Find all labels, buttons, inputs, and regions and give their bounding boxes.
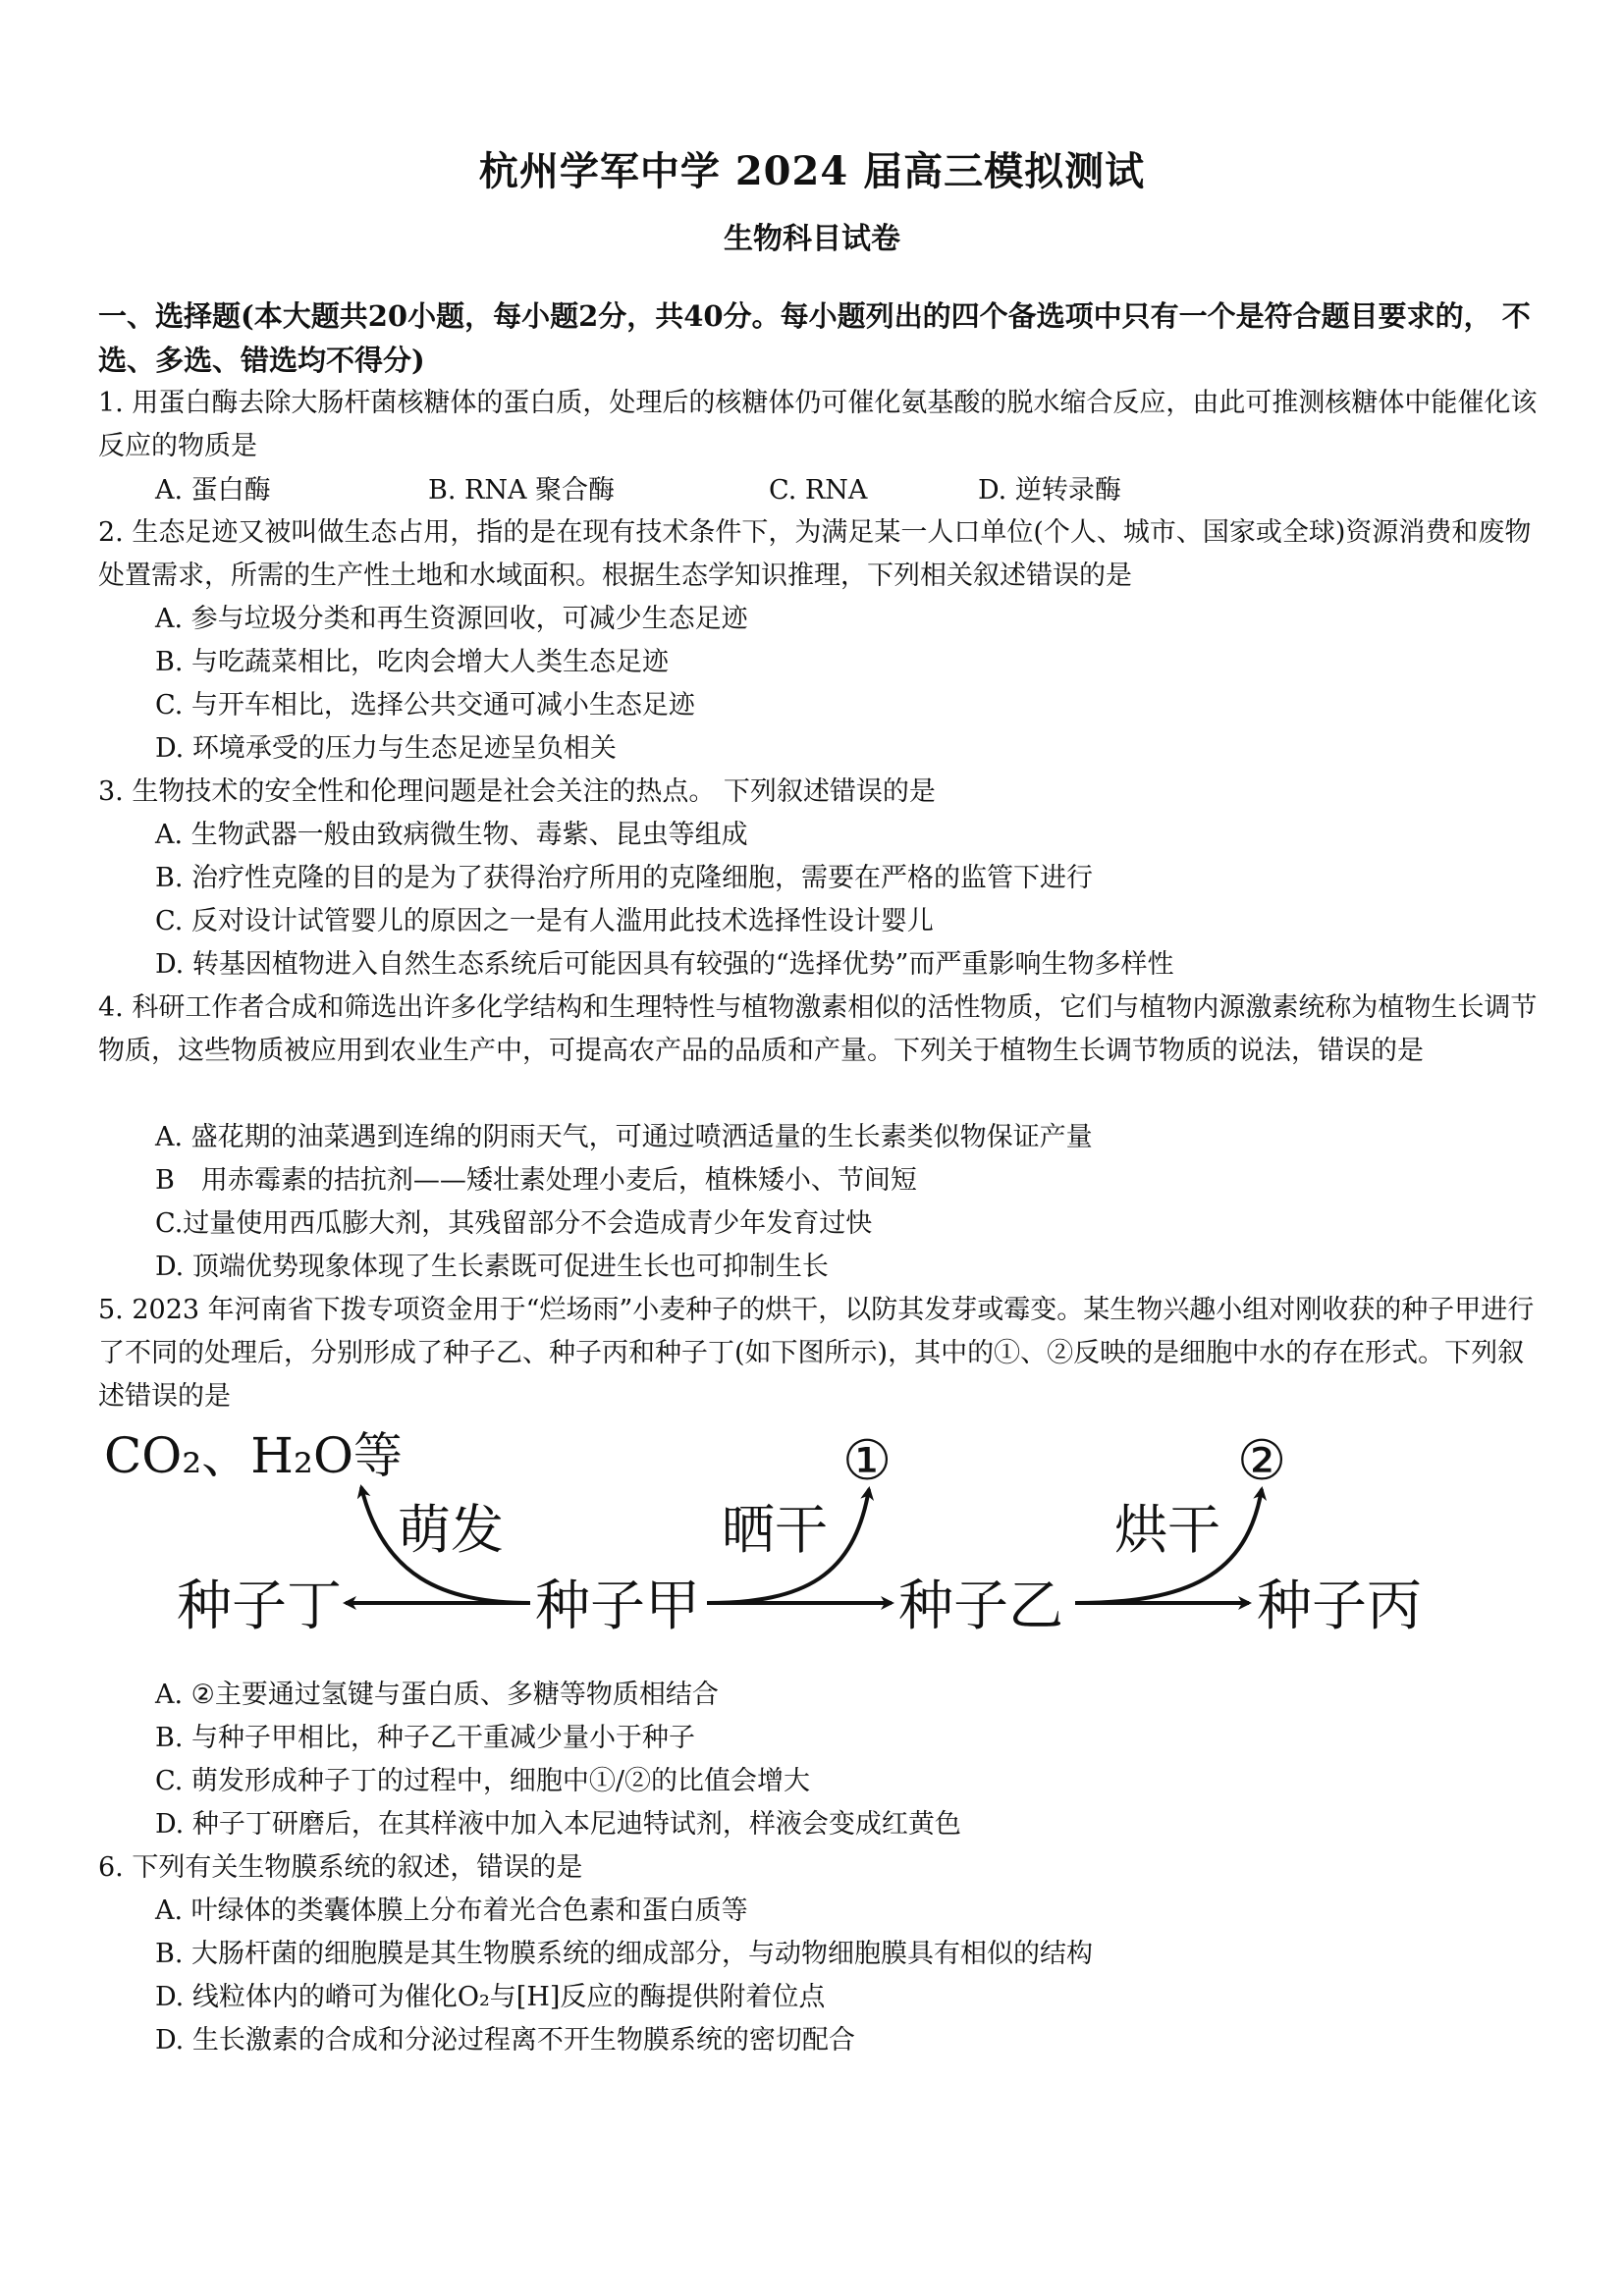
question-6-option-d: D. 生长激素的合成和分泌过程离不开生物膜系统的密切配合	[155, 2025, 855, 2056]
question-2-option-c: C. 与开车相比，选择公共交通可减小生态足迹	[155, 690, 695, 721]
question-5-option-b: B. 与种子甲相比，种子乙干重减少量小于种子	[155, 1723, 696, 1753]
page-title: 杭州学军中学 2024 届高三模拟测试	[478, 148, 1146, 194]
question-1-stem: 1. 用蛋白酶去除大肠杆菌核糖体的蛋白质，处理后的核糖体仍可催化氨基酸的脱水缩合反应，由此可推测核糖体中能催化该反应的物质是	[98, 388, 1538, 461]
seed-jia: 种子甲	[535, 1575, 700, 1638]
question-4-stem: 4. 科研工作者合成和筛选出许多化学结构和生理特性与植物激素相似的活性物质，它们与植物内源激素统称为植物生长调节物质，这些物质被应用到农业生产中，可提高农产品的品质和产量。下列关于植物生长调节物质的说法，错误的是	[98, 992, 1538, 1066]
question-1-option-a: A. 蛋白酶	[155, 475, 271, 506]
label-sprout: 萌发	[398, 1499, 504, 1561]
seed-bing: 种子丙	[1257, 1575, 1422, 1638]
question-2-option-a: A. 参与垃圾分类和再生资源回收，可减少生态足迹	[155, 604, 748, 634]
question-1-option-c: C. RNA	[769, 475, 868, 506]
question-3-option-c: C. 反对设计试管婴儿的原因之一是有人滥用此技术选择性设计婴儿	[155, 906, 934, 936]
question-1-option-d: D. 逆转录酶	[978, 475, 1121, 506]
question-2-option-b: B. 与吃蔬菜相比，吃肉会增大人类生态足迹	[155, 647, 670, 677]
question-6-option-a: A. 叶绿体的类囊体膜上分布着光合色素和蛋白质等	[155, 1896, 748, 1926]
page-subtitle: 生物科目试卷	[724, 222, 900, 256]
question-6-option-c: D. 线粒体内的嵴可为催化O₂与[H]反应的酶提供附着位点	[155, 1982, 826, 2012]
seed-ding: 种子丁	[177, 1575, 342, 1638]
question-5-stem: 5. 2023 年河南省下拨专项资金用于“烂场雨”小麦种子的烘干，以防其发芽或霉变。某生物兴趣小组对刚收获的种子甲进行了不同的处理后，分别形成了种子乙、种子丙和种子丁(如下图所示)，其中的①、②反映的是细胞中水的存在形式。下列叙述错误的是	[98, 1295, 1535, 1412]
question-5-option-c: C. 萌发形成种子丁的过程中，细胞中①/②的比值会增大	[155, 1766, 810, 1796]
question-1-option-b: B. RNA 聚合酶	[428, 475, 616, 506]
label-co2-h2o: CO₂、H₂O等	[104, 1428, 403, 1484]
question-4-option-b: B 用赤霉素的拮抗剂——矮壮素处理小麦后，植株矮小、节间短	[155, 1165, 917, 1196]
question-6-option-b: B. 大肠杆菌的细胞膜是其生物膜系统的细成部分，与动物细胞膜具有相似的结构	[155, 1939, 1094, 1969]
section-heading: 一、选择题(本大题共20小题，每小题2分，共40分。每小题列出的四个备选项中只有一个是符合题目要求的， 不选、多选、错选均不得分)	[98, 299, 1531, 377]
label-water-form-2: ②	[1237, 1429, 1287, 1493]
label-oven-dry: 烘干	[1114, 1499, 1220, 1561]
question-3-option-a: A. 生物武器一般由致病微生物、毒紫、昆虫等组成	[155, 820, 748, 850]
question-5-option-d: D. 种子丁研磨后，在其样液中加入本尼迪特试剂，样液会变成红黄色	[155, 1809, 961, 1840]
question-2-option-d: D. 环境承受的压力与生态足迹呈负相关	[155, 733, 617, 764]
question-2-stem: 2. 生态足迹又被叫做生态占用，指的是在现有技术条件下，为满足某一人口单位(个人、城市、国家或全球)资源消费和废物处置需求，所需的生产性土地和水域面积。根据生态学知识推理，下列相关叙述错误的是	[98, 517, 1532, 591]
seed-yi: 种子乙	[898, 1575, 1063, 1638]
seed-processing-diagram	[98, 1428, 1453, 1664]
question-4-option-a: A. 盛花期的油菜遇到连绵的阴雨天气，可通过喷洒适量的生长素类似物保证产量	[155, 1122, 1093, 1152]
question-3-stem: 3. 生物技术的安全性和伦理问题是社会关注的热点。 下列叙述错误的是	[98, 776, 936, 807]
question-4-option-c: C.过量使用西瓜膨大剂，其残留部分不会造成青少年发育过快	[155, 1208, 873, 1239]
label-sun-dry: 晒干	[722, 1499, 828, 1561]
question-5-option-a: A. ②主要通过氢键与蛋白质、多糖等物质相结合	[155, 1680, 719, 1710]
label-water-form-1: ①	[842, 1429, 893, 1493]
question-6-stem: 6. 下列有关生物膜系统的叙述，错误的是	[98, 1852, 583, 1883]
question-3-option-b: B. 治疗性克隆的目的是为了获得治疗所用的克隆细胞，需要在严格的监管下进行	[155, 863, 1094, 893]
question-4-option-d: D. 顶端优势现象体现了生长素既可促进生长也可抑制生长	[155, 1252, 829, 1282]
question-3-option-d: D. 转基因植物进入自然生态系统后可能因具有较强的“选择优势”而严重影响生物多样性	[155, 949, 1174, 980]
